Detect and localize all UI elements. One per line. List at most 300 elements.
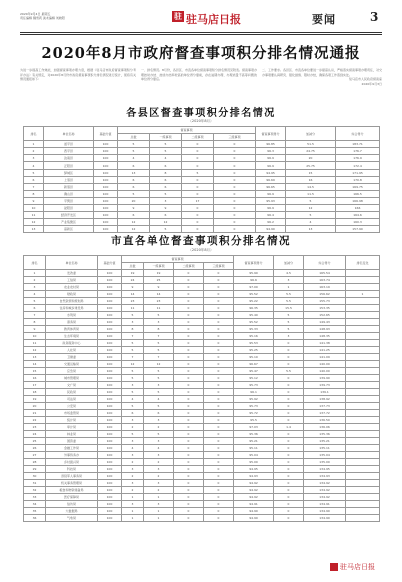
table-cell: 5	[24, 298, 46, 305]
table-cell: 96.67	[234, 361, 274, 368]
table-cell: 95.16	[234, 333, 274, 340]
table-cell: 3	[144, 319, 174, 326]
table-cell: 13	[118, 169, 150, 176]
table-cell: 3	[122, 480, 144, 487]
table-cell: 3	[144, 382, 174, 389]
table-cell	[346, 298, 380, 305]
table-cell: 教育体育局	[46, 326, 98, 333]
table-cell: 0	[182, 212, 214, 219]
table-cell: 5	[118, 190, 150, 197]
table-cell: 13	[24, 226, 44, 233]
table-cell: 0	[174, 368, 204, 375]
table-cell: 粮食和物资储备局	[46, 487, 98, 494]
table-cell: 9	[24, 197, 44, 204]
table-cell: 95.22	[234, 298, 274, 305]
table-cell: 0	[174, 277, 204, 284]
table-cell: 20	[286, 155, 336, 162]
table-cell: 公安局	[46, 403, 98, 410]
table-cell: 100	[98, 473, 122, 480]
table-cell: 高新区	[44, 226, 94, 233]
table-cell: 15.5	[274, 305, 304, 312]
table-cell: 3	[122, 417, 144, 424]
table-cell: 0	[204, 375, 234, 382]
col-header-adjust: 加减分	[286, 127, 336, 141]
table-cell: 3	[144, 438, 174, 445]
table-cell: 24	[24, 431, 46, 438]
table-cell: 134.90	[304, 508, 346, 515]
table-cell: 155.73	[304, 298, 346, 305]
table-cell: 西平县	[44, 148, 94, 155]
table-cell: 166	[336, 205, 380, 212]
table-cell: 0	[274, 347, 304, 354]
table-cell: 25	[24, 438, 46, 445]
table-cell: 5	[122, 403, 144, 410]
table-cell: 0	[182, 183, 214, 190]
table-cell: 152.65	[304, 312, 346, 319]
table-row	[24, 183, 380, 190]
table-cell	[346, 466, 380, 473]
table-cell: 96.4	[256, 212, 286, 219]
table-cell: 0	[204, 473, 234, 480]
table-cell: 141.25	[304, 347, 346, 354]
table-cell: 自然资源和规划局	[46, 298, 98, 305]
table-cell: 5	[144, 347, 174, 354]
table-cell: 5	[122, 340, 144, 347]
table-cell: 96.9	[256, 205, 286, 212]
col-header-general: 一般事项	[144, 263, 174, 270]
section-name: 要闻	[312, 13, 336, 26]
table-cell: 9	[24, 326, 46, 333]
table-cell: 95.11	[234, 445, 274, 452]
table-cell: 97.00	[234, 284, 274, 291]
col-header-adjust: 加减分	[274, 256, 304, 270]
table-cell: 0	[174, 417, 204, 424]
table-cell: 94.90	[234, 508, 274, 515]
table-cell: 0	[274, 417, 304, 424]
table-cell: 0	[174, 326, 204, 333]
table-cell: 0	[204, 508, 234, 515]
table-cell: 8	[144, 326, 174, 333]
table-cell: 95.12	[234, 375, 274, 382]
col-header-count: 总数	[122, 263, 144, 270]
table-cell: 100	[98, 375, 122, 382]
table-cell: 5	[274, 319, 304, 326]
table-cell: 6	[150, 212, 182, 219]
table-cell	[346, 501, 380, 508]
table-cell: 9	[144, 284, 174, 291]
table-cell: 94.93	[234, 473, 274, 480]
table-cell: 5	[274, 326, 304, 333]
table-cell: 0	[174, 431, 204, 438]
table-cell: 0	[274, 480, 304, 487]
table-cell: 0	[214, 219, 256, 226]
table-cell	[346, 480, 380, 487]
table-cell: 149.43	[304, 319, 346, 326]
table-cell: 0	[274, 354, 304, 361]
table-cell: 0	[174, 361, 204, 368]
table-cell: 156.62	[304, 291, 346, 298]
table-cell: 审计局	[46, 424, 98, 431]
table-cell: 96.2	[256, 219, 286, 226]
table-cell: 95.52	[234, 291, 274, 298]
table-cell: 95.73	[234, 403, 274, 410]
table-cell: 3	[274, 277, 304, 284]
table-cell: 13	[24, 354, 46, 361]
table-cell: 住房和城乡建设局	[46, 305, 98, 312]
intro-date: 2020年9月3日	[361, 81, 382, 86]
table-cell: 95.10	[234, 354, 274, 361]
table-row	[24, 270, 380, 277]
table-row	[24, 487, 380, 494]
table-cell	[346, 396, 380, 403]
county-table-subtitle: （2020年8月）	[188, 119, 214, 123]
col-header-base: 基础分值	[98, 256, 122, 270]
logo-seal-icon: 驻	[174, 11, 182, 21]
table-row	[24, 212, 380, 219]
table-cell: 12	[144, 361, 174, 368]
table-cell: 5.5	[274, 291, 304, 298]
table-cell: 上蔡县	[44, 176, 94, 183]
table-cell: 169.75	[336, 183, 380, 190]
table-cell: 遂平县	[44, 141, 94, 148]
table-cell: 3	[122, 319, 144, 326]
table-cell: 100	[98, 361, 122, 368]
table-cell: 0	[182, 226, 214, 233]
table-cell: 17	[24, 382, 46, 389]
table-cell: 95.52	[234, 319, 274, 326]
table-cell: 23	[144, 298, 174, 305]
col-header-total: 综合得分	[336, 127, 380, 141]
table-row	[24, 508, 380, 515]
table-row	[24, 382, 380, 389]
table-cell: 95.73	[234, 382, 274, 389]
table-row	[24, 494, 380, 501]
table-cell: 141.38	[304, 340, 346, 347]
table-cell: 136.50	[304, 417, 346, 424]
table-cell: 1	[346, 291, 380, 298]
table-cell: 财政局	[46, 291, 98, 298]
table-cell: 3	[144, 452, 174, 459]
table-cell: 100	[98, 326, 122, 333]
table-cell: 2	[122, 487, 144, 494]
table-cell: 0	[274, 431, 304, 438]
table-cell: 0	[204, 396, 234, 403]
table-cell: 5.5	[274, 368, 304, 375]
table-cell: 0	[204, 333, 234, 340]
intro-text-3: 二、工作要求。各县区、市直各单位要进一步提高认识，严格落实督查事项办理责任，对交办事项要认真研究、强化措施、限时办结，确保各项工作落到实处。	[262, 68, 383, 77]
table-cell: 138.92	[304, 396, 346, 403]
table-cell: 100	[94, 176, 118, 183]
table-cell: 1	[144, 494, 174, 501]
table-cell: 19	[122, 270, 144, 277]
table-cell: 100	[98, 480, 122, 487]
table-cell	[346, 270, 380, 277]
table-cell: 16	[24, 375, 46, 382]
table-cell: 100	[98, 333, 122, 340]
table-cell: 139.1	[304, 389, 346, 396]
table-row	[24, 326, 380, 333]
table-cell: 0	[204, 326, 234, 333]
table-cell: 32	[24, 487, 46, 494]
table-cell: 0	[204, 368, 234, 375]
table-cell: 0	[274, 466, 304, 473]
table-row	[24, 226, 380, 233]
table-cell: 5	[118, 148, 150, 155]
table-cell: 2	[144, 459, 174, 466]
unit-ranking-table	[23, 255, 380, 522]
table-cell: 135.36	[304, 431, 346, 438]
table-cell: 5.5	[274, 298, 304, 305]
table-cell: 新蔡县	[44, 183, 94, 190]
table-cell: 100	[94, 226, 118, 233]
table-row	[24, 333, 380, 340]
table-cell: 5	[274, 312, 304, 319]
table-cell	[346, 326, 380, 333]
table-row	[24, 403, 380, 410]
table-cell: 134.92	[304, 487, 346, 494]
table-cell: 6	[24, 305, 46, 312]
table-cell: 100	[98, 389, 122, 396]
table-cell: 95.47	[234, 368, 274, 375]
table-cell: 5	[144, 312, 174, 319]
table-cell: 100	[98, 501, 122, 508]
table-cell: 4	[144, 445, 174, 452]
table-cell: 100	[94, 183, 118, 190]
table-cell: 0	[204, 270, 234, 277]
table-cell: 0	[174, 438, 204, 445]
table-cell: 产业集聚区	[44, 219, 94, 226]
table-cell: 大数据局	[46, 508, 98, 515]
table-cell: 176.9	[336, 155, 380, 162]
table-cell: 0	[174, 466, 204, 473]
table-cell: 1	[274, 284, 304, 291]
intro-column-2: 一、排名情况。8月份，各县区、市直各单位督查事项积分排名情况见附表。督查事项办理按时办结、按质办结率较高的单位得分靠前，存在逾期办理、办理质量不高等问题的单位得分靠后。	[141, 68, 257, 82]
table-cell	[346, 473, 380, 480]
table-row	[24, 375, 380, 382]
table-cell: 96.6	[234, 277, 274, 284]
table-cell: 0	[204, 480, 234, 487]
table-cell: 4	[122, 396, 144, 403]
table-cell: 7	[122, 333, 144, 340]
table-cell: 22	[24, 417, 46, 424]
table-row	[24, 319, 380, 326]
table-row	[24, 354, 380, 361]
table-cell: 6	[150, 176, 182, 183]
table-cell: 0	[204, 459, 234, 466]
table-cell: 148.35	[304, 333, 346, 340]
table-cell: 100	[94, 212, 118, 219]
table-cell: 96.65	[256, 183, 286, 190]
table-row	[24, 445, 380, 452]
table-cell: 4	[24, 291, 46, 298]
table-row	[24, 298, 380, 305]
table-cell: 100	[94, 190, 118, 197]
table-cell: 7	[24, 312, 46, 319]
table-cell: 100	[94, 219, 118, 226]
table-cell: 退役军人事务局	[46, 473, 98, 480]
table-cell: 0	[214, 205, 256, 212]
table-cell: 134.93	[304, 473, 346, 480]
table-cell: 100	[98, 487, 122, 494]
table-cell: 5	[144, 340, 174, 347]
table-cell: 95.04	[234, 452, 274, 459]
table-cell: 153.35	[304, 305, 346, 312]
table-cell: 0	[214, 148, 256, 155]
table-cell: 应急局	[46, 368, 98, 375]
table-cell: 95.5	[234, 417, 274, 424]
table-row	[24, 473, 380, 480]
table-cell: 0	[174, 501, 204, 508]
table-cell: 0	[274, 382, 304, 389]
table-cell: 157.90	[336, 226, 380, 233]
table-cell: 0	[174, 333, 204, 340]
table-cell: 100	[94, 169, 118, 176]
table-cell: 100	[98, 284, 122, 291]
table-cell: 3	[144, 501, 174, 508]
table-cell: 4	[286, 219, 336, 226]
table-cell: 5	[144, 368, 174, 375]
table-cell: 96.69	[256, 176, 286, 183]
table-cell	[346, 319, 380, 326]
table-cell: 100	[98, 417, 122, 424]
table-cell: 0	[174, 487, 204, 494]
table-row	[24, 466, 380, 473]
col-header-item-score: 督查事项得分	[234, 256, 274, 270]
table-cell: 3	[144, 417, 174, 424]
table-cell: 20	[24, 403, 46, 410]
table-cell: 148.93	[304, 326, 346, 333]
table-cell: 100	[98, 438, 122, 445]
table-cell: 0	[274, 445, 304, 452]
table-cell: 0	[174, 354, 204, 361]
table-cell: 0	[274, 403, 304, 410]
table-cell: 0	[182, 205, 214, 212]
table-cell	[346, 452, 380, 459]
table-cell: 11	[144, 305, 174, 312]
intro-column-1: 为进一步提高工作效能，加强督查事项办理力度，根据《驻马店市政府督查事项积分考评办法》有关规定，对2020年8月份市政府督查事项积分排名情况进行统计，现将有关情况通报如下：	[20, 68, 136, 82]
table-cell: 21	[24, 410, 46, 417]
table-cell: 0	[174, 305, 204, 312]
table-cell: 0	[174, 494, 204, 501]
table-cell: 国资委	[46, 438, 98, 445]
table-cell: 0	[182, 148, 214, 155]
table-cell: 97.03	[234, 424, 274, 431]
table-cell: 0	[174, 515, 204, 522]
table-cell: 0	[204, 347, 234, 354]
table-cell: 100	[98, 340, 122, 347]
table-cell: 19	[144, 270, 174, 277]
table-cell: 141.09	[304, 354, 346, 361]
table-cell: 134.95	[304, 466, 346, 473]
table-row	[24, 424, 380, 431]
table-cell: 6	[24, 176, 44, 183]
table-cell: 经济开发区	[44, 212, 94, 219]
table-cell: 25.75	[286, 162, 336, 169]
table-row	[24, 438, 380, 445]
header-rule	[20, 32, 382, 33]
table-cell: 34	[24, 501, 46, 508]
table-cell: 94.90	[234, 515, 274, 522]
table-cell: 100	[98, 466, 122, 473]
table-cell: 26	[24, 445, 46, 452]
table-cell: 5	[122, 347, 144, 354]
table-cell: 5	[182, 169, 214, 176]
table-row	[24, 501, 380, 508]
unit-table-title: 市直各单位督查事项积分排名情况	[111, 235, 291, 247]
table-cell: 94.92	[234, 480, 274, 487]
table-cell: 28	[24, 459, 46, 466]
table-cell: 5	[144, 375, 174, 382]
table-cell: 0	[174, 347, 204, 354]
table-cell: 6	[118, 176, 150, 183]
table-cell: 4	[24, 162, 44, 169]
table-row	[24, 480, 380, 487]
table-cell: 3	[122, 466, 144, 473]
table-cell: 0	[274, 340, 304, 347]
table-cell: 0	[174, 403, 204, 410]
table-cell: 0	[274, 438, 304, 445]
table-cell: 0	[174, 298, 204, 305]
table-cell: 气象局	[46, 515, 98, 522]
unit-table-subtitle: （2020年8月）	[188, 248, 214, 252]
table-cell: 100	[98, 445, 122, 452]
header-editors: 责任编辑 魏雪莉 美术编辑 刘晓阳	[20, 16, 65, 20]
table-cell: 8	[122, 326, 144, 333]
table-row	[24, 396, 380, 403]
table-cell: 183.71	[336, 141, 380, 148]
table-cell: 100	[98, 291, 122, 298]
table-cell: 0	[204, 438, 234, 445]
table-row	[24, 389, 380, 396]
table-cell: 0	[274, 410, 304, 417]
table-cell: 95.53	[234, 340, 274, 347]
table-cell: 95.25	[234, 347, 274, 354]
table-cell: 0	[214, 226, 256, 233]
table-cell: 0	[204, 284, 234, 291]
table-cell: 交通运输局	[46, 361, 98, 368]
watermark-logo-icon	[330, 563, 338, 571]
table-cell: 4	[118, 155, 150, 162]
table-row	[24, 148, 380, 155]
table-cell: 6	[144, 410, 174, 417]
table-cell: 0	[182, 219, 214, 226]
table-cell: 6	[118, 162, 150, 169]
table-cell: 6	[150, 162, 182, 169]
table-cell: 3	[24, 155, 44, 162]
table-cell: 民政局	[46, 389, 98, 396]
table-cell: 100	[98, 347, 122, 354]
table-cell: 0	[204, 305, 234, 312]
table-cell: 市场监管局	[46, 410, 98, 417]
table-row	[24, 368, 380, 375]
table-cell: 24.75	[286, 148, 336, 155]
table-cell: 文广局	[46, 382, 98, 389]
table-cell: 0	[214, 197, 256, 204]
table-cell: 科技局	[46, 466, 98, 473]
table-cell: 35	[24, 508, 46, 515]
table-cell: 0	[204, 494, 234, 501]
table-cell: 95.36	[234, 431, 274, 438]
table-cell	[346, 487, 380, 494]
table-cell: 11	[24, 340, 46, 347]
newspaper-name: 驻马店日报	[186, 13, 241, 26]
table-cell: 2	[144, 424, 174, 431]
table-row	[24, 190, 380, 197]
table-cell	[346, 494, 380, 501]
table-cell: 100	[98, 305, 122, 312]
table-cell: 5	[122, 312, 144, 319]
table-cell: 2	[122, 473, 144, 480]
